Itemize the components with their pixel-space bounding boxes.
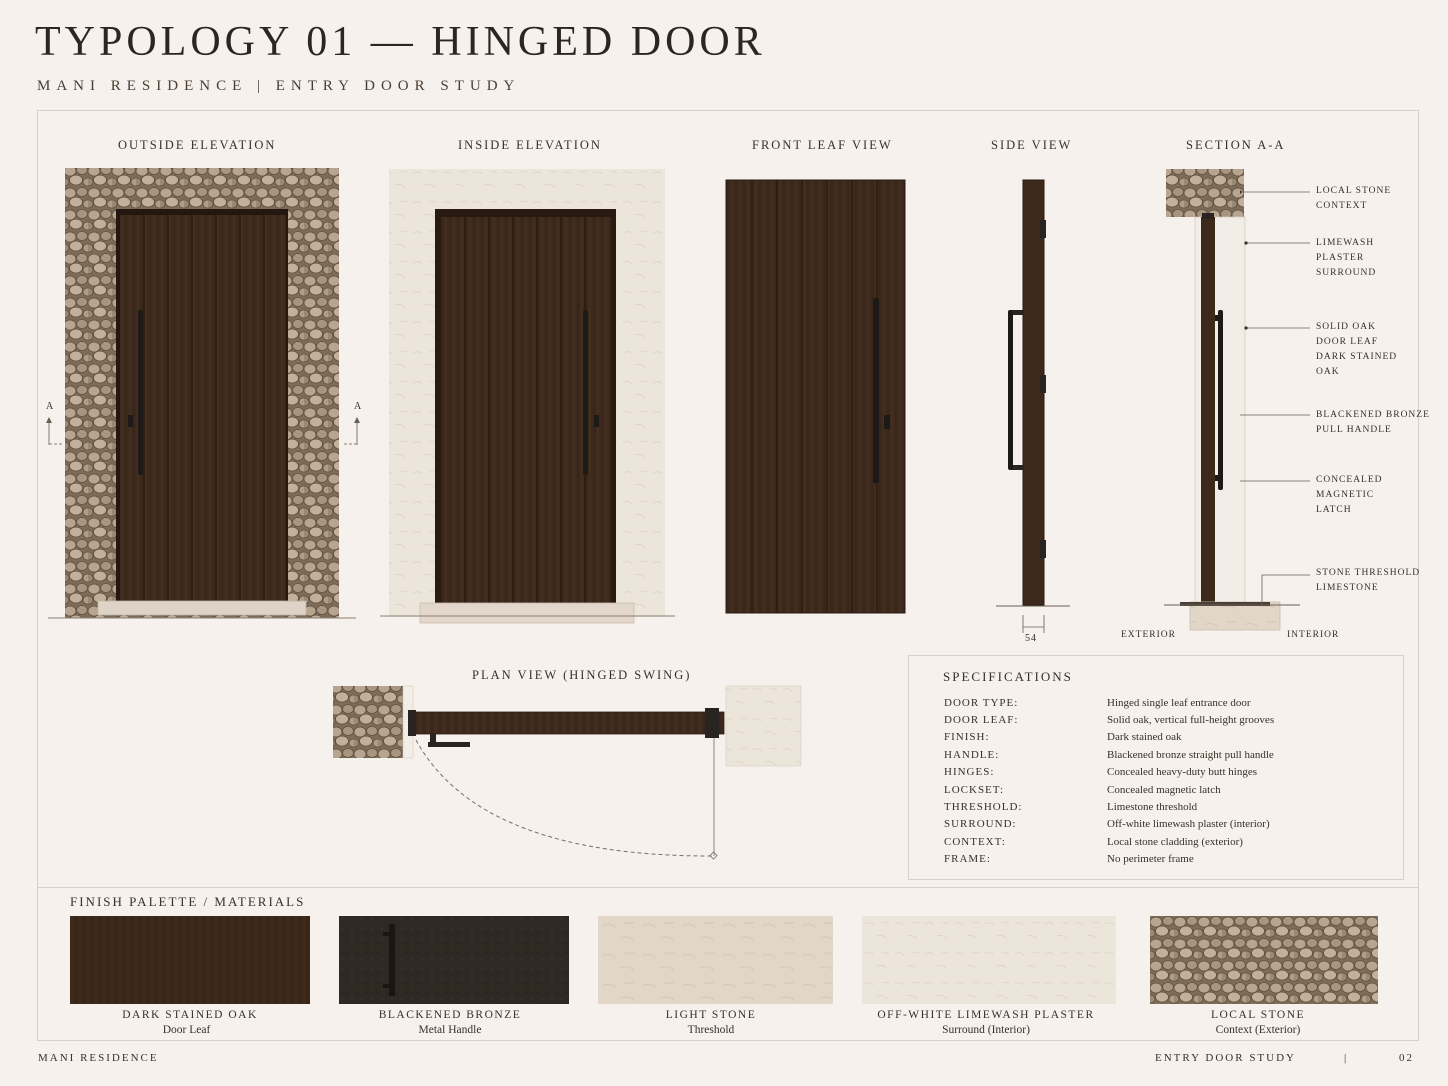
spec-row: FRAME: No perimeter frame [944, 853, 1194, 865]
callout-bronze-handle: BLACKENED BRONZE PULL HANDLE [1316, 410, 1430, 435]
footer-project: MANI RESIDENCE [38, 1052, 159, 1064]
swatch-name: BLACKENED BRONZE [378, 1009, 522, 1021]
swatch-dark-stained-oak [70, 916, 310, 1004]
front-leaf-view-label: FRONT LEAF VIEW [752, 138, 893, 152]
spec-row: LOCKSET: Concealed magnetic latch [944, 784, 1221, 796]
swatch-desc: Context (Exterior) [1215, 1024, 1301, 1036]
swatch-desc: Door Leaf [162, 1024, 211, 1036]
outside-elevation-drawing [40, 165, 370, 635]
front-leaf-drawing [722, 175, 912, 620]
plan-plaster-wall [726, 686, 801, 766]
callout-leaders [1240, 180, 1320, 610]
pull-handle-front [873, 298, 879, 483]
plan-view-drawing [330, 682, 810, 867]
section-aa-label: SECTION A-A [1186, 138, 1286, 152]
callout-local-stone: LOCAL STONE CONTEXT [1316, 186, 1392, 211]
pull-handle-inside [583, 310, 588, 475]
page-subtitle: MANI RESIDENCE | ENTRY DOOR STUDY [37, 78, 521, 94]
plan-stone-wall [333, 686, 403, 758]
swatch-local-stone [1150, 916, 1378, 1004]
callout-stone-threshold: STONE THRESHOLD LIMESTONE [1316, 568, 1421, 593]
section-marker-right: A [354, 401, 363, 412]
spec-row: DOOR LEAF: Solid oak, vertical full-height grooves [944, 714, 1275, 726]
plan-view-label: PLAN VIEW (HINGED SWING) [472, 668, 692, 682]
swatch-name: DARK STAINED OAK [122, 1009, 258, 1021]
section-stone [1166, 169, 1244, 217]
callout-solid-oak: SOLID OAK DOOR LEAF DARK STAINED OAK [1316, 322, 1398, 377]
spec-row: THRESHOLD: Limestone threshold [944, 801, 1198, 813]
footer-separator: | [1344, 1052, 1349, 1064]
footer-page-number: 02 [1399, 1052, 1414, 1064]
swatch-name: OFF-WHITE LIMEWASH PLASTER [877, 1009, 1095, 1021]
inside-elevation-label: INSIDE ELEVATION [458, 138, 602, 152]
footer-study: ENTRY DOOR STUDY [1155, 1052, 1296, 1064]
page-title: TYPOLOGY 01 — HINGED DOOR [35, 19, 766, 65]
callout-magnetic-latch: CONCEALED MAGNETIC LATCH [1316, 475, 1383, 515]
palette-divider [38, 887, 1418, 888]
inside-elevation-drawing [380, 165, 680, 635]
swatch-desc: Threshold [687, 1024, 735, 1036]
section-marker-left: A [46, 401, 55, 412]
spec-row: DOOR TYPE: Hinged single leaf entrance door [944, 697, 1251, 709]
swatch-desc: Metal Handle [418, 1024, 482, 1036]
side-view-label: SIDE VIEW [991, 138, 1073, 152]
swatch-name: LOCAL STONE [1210, 1009, 1306, 1021]
spec-row: FINISH: Dark stained oak [944, 731, 1182, 743]
swatch-name: LIGHT STONE [665, 1009, 757, 1021]
spec-row: CONTEXT: Local stone cladding (exterior) [944, 836, 1243, 848]
plan-door-leaf [412, 712, 724, 734]
thickness-dimension: 54 [1025, 633, 1037, 644]
pull-handle-side [1008, 310, 1013, 470]
outside-elevation-label: OUTSIDE ELEVATION [118, 138, 277, 152]
threshold [98, 601, 306, 615]
door-leaf [120, 215, 286, 601]
swatch-light-stone [598, 916, 833, 1004]
palette-title: FINISH PALETTE / MATERIALS [70, 894, 306, 909]
section-door-leaf [1201, 217, 1215, 602]
side-view-drawing [990, 175, 1080, 655]
spec-row: HANDLE: Blackened bronze straight pull handle [944, 749, 1274, 761]
plan-handle [428, 742, 470, 747]
swatch-desc: Surround (Interior) [942, 1024, 1030, 1036]
section-handle [1218, 310, 1223, 490]
door-swing-arc [416, 740, 714, 856]
section-interior-label: INTERIOR [1287, 630, 1340, 640]
swatch-limewash-plaster [862, 916, 1116, 1004]
callout-limewash-plaster: LIMEWASH PLASTER SURROUND [1316, 238, 1377, 278]
spec-row: SURROUND: Off-white limewash plaster (interior) [944, 818, 1270, 830]
specifications-title: SPECIFICATIONS [943, 669, 1073, 684]
spec-row: HINGES: Concealed heavy-duty butt hinges [944, 766, 1257, 778]
pull-handle [138, 310, 143, 475]
swatch-blackened-bronze [339, 916, 569, 1004]
section-exterior-label: EXTERIOR [1121, 630, 1176, 640]
